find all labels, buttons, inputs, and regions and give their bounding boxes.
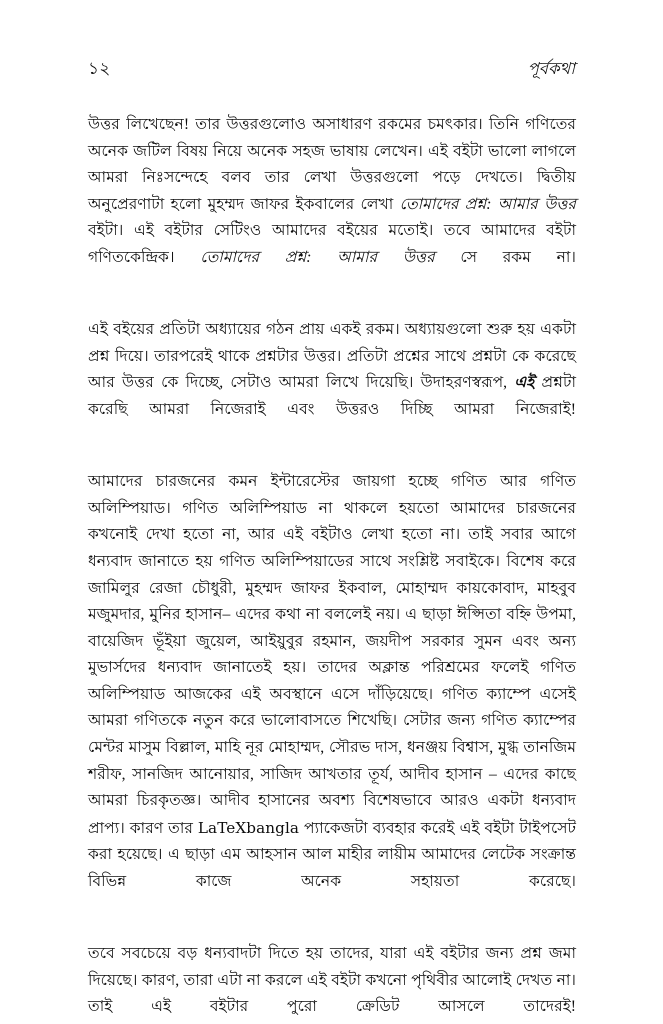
text-run: প্রশ্নটা করেছি আমরা নিজেরাই এবং উত্তরও দিচ্ছি আমরা নিজেরাই! <box>88 374 576 418</box>
emphasis-bold-italic: এই <box>514 374 535 392</box>
text-run: এই বইয়ের প্রতিটা অধ্যায়ের গঠন প্রায় একই রকম। অধ্যায়গুলো শুরু হয় একটা প্রশ্ন দিয়ে। তারপরেই থাকে প্রশ্নটার উত্তর। প্রতিটা প্রশ্নের সাথে প্রশ্নটা কে করেছে আর উত্তর কে দিচ্ছে, সেটাও আমরা লিখে দিয়েছি। উদাহরণস্বরূপ, <box>88 321 576 392</box>
text-run: আমাদের চারজনের কমন ইন্টারেস্টের জায়গা হচ্ছে গণিত আর গণিত অলিম্পিয়াড। গণিত অলিম্পিয়াড না থাকলে হয়তো আমাদের চারজনের কখনোই দেখা হতো না, আর এই বইটাও লেখা হতো না। তাই সবার আগে ধন্যবাদ জানাতে হয় গণিত অলিম্পিয়াডের সাথে সংশ্লিষ্ট সবাইকে। বিশেষ করে জামিলুর রেজা চৌধুরী, মুহম্মদ জাফর ইকবাল, মোহাম্মদ কায়কোবাদ, মাহবুব মজুমদার, মুনির হাসান– এদের কথা না বললেই নয়। এ ছাড়া ঈপ্সিতা বহ্নি উপমা, বায়েজিদ ভূঁইয়া জুয়েল, আইয়ুবুর রহমান, জয়দীপ সরকার সুমন এবং অন্য মুভার্সদের ধন্যবাদ জানাতেই হয়। তাদের অক্লান্ত পরিশ্রমের ফলেই গণিত অলিম্পিয়াড আজকের এই অবস্থানে এসে দাঁড়িয়েছে। গণিত ক্যাম্পে এসেই আমরা গণিতকে নতুন করে ভালোবাসতে শিখেছি। সেটার জন্য গণিত ক্যাম্পের মেন্টর মাসুম বিল্লাল, মাহি নূর মোহাম্মদ, সৌরভ দাস, ধনঞ্জয় বিশ্বাস, মুগ্ধ তানজিম শরীফ, সানজিদ আনোয়ার, সাজিদ আখতার তূর্য, আদীব হাসান – এদের কাছে আমরা চিরকৃতজ্ঞ। আদীব হাসানের অবশ্য বিশেষভাবে আরও একটা ধন্যবাদ প্রাপ্য। কারণ তার <box>88 473 576 837</box>
text-run: বইটা। এই বইটার সেটিংও আমাদের বইয়ের মতোই। তবে আমাদের বইটা গণিতকেন্দ্রিক। <box>88 222 576 266</box>
paragraph-4 <box>88 941 576 1024</box>
paragraph-2 <box>88 317 576 450</box>
text-run: সে রকম না। <box>434 248 576 266</box>
text-run: তবে সবচেয়ে বড় ধন্যবাদটা দিতে হয় তাদের, যারা এই বইটার জন্য প্রশ্ন জমা দিয়েছে। কারণ, তারা এটা না করলে এই বইটা কখনো পৃথিবীর আলোই দেখত না। তাই এই বইটার পুরো ক্রেডিট আসলে তাদেরই! <box>88 945 576 1016</box>
running-head-title: পূর্বকথা <box>527 59 575 78</box>
text-run: উত্তর লিখেছেন! তার উত্তরগুলোও অসাধারণ রকমের চমৎকার। তিনি গণিতের অনেক জটিল বিষয় নিয়ে অনেক সহজ ভাষায় লেখেন। এই বইটা ভালো লাগলে আমরা নিঃসন্দেহে বলব তার লেখা উত্তরগুলো পড়ে দেখতে। দ্বিতীয় অনুপ্রেরণাটা হলো মুহম্মদ জাফর ইকবালের লেখা <box>88 116 576 213</box>
text-run: প্যাকেজটা ব্যবহার করেই এই বইটা টাইপসেট করা হয়েছে। এ ছাড়া এম আহসান আল মাহীর লায়ীম আমাদের লেটেক সংক্রান্ত বিভিন্ন কাজে অনেক সহায়তা করেছে। <box>88 819 577 891</box>
paragraph-3 <box>88 469 576 922</box>
page-number: ১২ <box>88 59 111 78</box>
book-title-italic: তোমাদের প্রশ্ন: আমার উত্তর <box>399 195 577 213</box>
paragraph-1 <box>88 112 576 298</box>
body-text-block <box>88 112 576 1024</box>
book-title-italic: তোমাদের প্রশ্ন: আমার উত্তর <box>200 248 435 266</box>
package-name: LaTeXbangla <box>197 818 300 837</box>
running-head <box>88 56 575 82</box>
